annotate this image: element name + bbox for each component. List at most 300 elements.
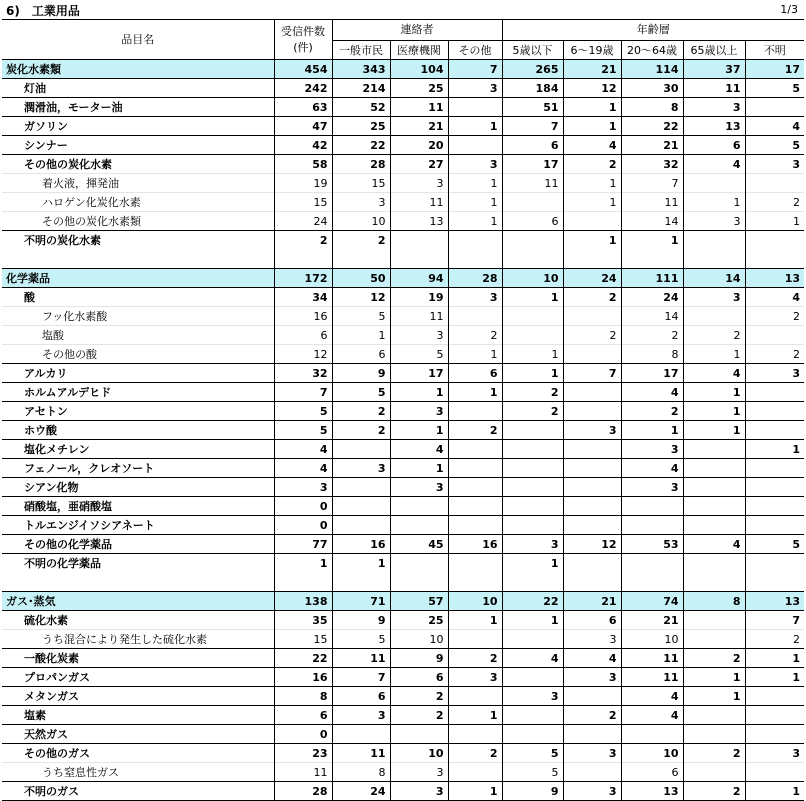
- total-count-cell: 4: [274, 459, 332, 478]
- count-cell: [390, 497, 448, 516]
- count-cell: 11: [332, 649, 390, 668]
- count-cell: 1: [448, 782, 502, 801]
- table-row: [2, 744, 804, 763]
- count-cell: 3: [390, 782, 448, 801]
- count-cell: 10: [502, 269, 563, 288]
- count-cell: 7: [563, 364, 621, 383]
- count-cell: 2: [448, 649, 502, 668]
- count-cell: 25: [332, 117, 390, 136]
- count-cell: [448, 402, 502, 421]
- count-cell: 22: [332, 136, 390, 155]
- total-count-cell: 28: [274, 782, 332, 801]
- count-cell: 17: [621, 364, 683, 383]
- item-name: 化学薬品: [2, 269, 274, 288]
- table-row: [2, 535, 804, 554]
- count-cell: [683, 554, 745, 573]
- item-name: その他のガス: [2, 744, 274, 763]
- count-cell: [683, 440, 745, 459]
- count-cell: 104: [390, 60, 448, 79]
- count-cell: 10: [390, 630, 448, 649]
- count-cell: [502, 421, 563, 440]
- count-cell: 1: [563, 174, 621, 193]
- count-cell: [683, 516, 745, 535]
- count-cell: 5: [745, 535, 804, 554]
- count-cell: 11: [332, 744, 390, 763]
- count-cell: 4: [683, 535, 745, 554]
- count-cell: [745, 326, 804, 345]
- count-cell: 57: [390, 592, 448, 611]
- spacer-row: [2, 572, 804, 592]
- count-cell: 2: [390, 706, 448, 725]
- count-cell: [745, 516, 804, 535]
- count-cell: 9: [390, 649, 448, 668]
- spacer-row: [2, 249, 804, 269]
- count-cell: [563, 763, 621, 782]
- item-name: 天然ガス: [2, 725, 274, 744]
- count-cell: 2: [683, 782, 745, 801]
- count-cell: [621, 497, 683, 516]
- count-cell: 10: [621, 744, 683, 763]
- item-name: トルエンジイソシアネート: [2, 516, 274, 535]
- header-col: その他: [448, 41, 502, 60]
- total-count-cell: 15: [274, 630, 332, 649]
- count-cell: 2: [448, 326, 502, 345]
- count-cell: 14: [621, 307, 683, 326]
- item-name: [2, 249, 274, 269]
- table-row: [2, 326, 804, 345]
- table-row: [2, 193, 804, 212]
- table-row: [2, 782, 804, 801]
- count-cell: 1: [563, 98, 621, 117]
- count-cell: 19: [390, 288, 448, 307]
- count-cell: 6: [332, 687, 390, 706]
- item-name: 塩素: [2, 706, 274, 725]
- count-cell: [683, 725, 745, 744]
- count-cell: 4: [621, 383, 683, 402]
- item-name: うち混合により発生した硫化水素: [2, 630, 274, 649]
- count-cell: [448, 516, 502, 535]
- count-cell: 1: [502, 345, 563, 364]
- count-cell: [683, 174, 745, 193]
- count-cell: 22: [621, 117, 683, 136]
- count-cell: 1: [563, 117, 621, 136]
- count-cell: [502, 668, 563, 687]
- table-row: [2, 402, 804, 421]
- table-row: [2, 649, 804, 668]
- count-cell: [563, 459, 621, 478]
- header-group-age: 年齢層: [502, 20, 804, 41]
- count-cell: 6: [448, 364, 502, 383]
- table-row: [2, 611, 804, 630]
- table-row: [2, 155, 804, 174]
- count-cell: 1: [745, 212, 804, 231]
- header-group-reporter: 連絡者: [332, 20, 502, 41]
- count-cell: [745, 421, 804, 440]
- count-cell: [563, 383, 621, 402]
- total-count-cell: 42: [274, 136, 332, 155]
- item-name: その他の炭化水素: [2, 155, 274, 174]
- count-cell: [683, 231, 745, 250]
- item-name: 塩酸: [2, 326, 274, 345]
- item-name: ホルムアルデヒド: [2, 383, 274, 402]
- total-count-cell: 34: [274, 288, 332, 307]
- count-cell: 7: [502, 117, 563, 136]
- total-count-cell: 242: [274, 79, 332, 98]
- count-cell: 4: [621, 706, 683, 725]
- count-cell: 1: [683, 345, 745, 364]
- total-count-cell: 7: [274, 383, 332, 402]
- item-name: フッ化水素酸: [2, 307, 274, 326]
- count-cell: 3: [448, 288, 502, 307]
- total-count-cell: 12: [274, 345, 332, 364]
- count-cell: [563, 687, 621, 706]
- count-cell: [745, 459, 804, 478]
- count-cell: [502, 516, 563, 535]
- item-name: ハロゲン化炭化水素: [2, 193, 274, 212]
- table-row: [2, 516, 804, 535]
- count-cell: 21: [563, 60, 621, 79]
- count-cell: 7: [621, 174, 683, 193]
- count-cell: 2: [563, 155, 621, 174]
- item-name: シアン化物: [2, 478, 274, 497]
- count-cell: 111: [621, 269, 683, 288]
- count-cell: 1: [683, 402, 745, 421]
- count-cell: 3: [745, 155, 804, 174]
- item-name: 塩化メチレン: [2, 440, 274, 459]
- count-cell: [621, 725, 683, 744]
- count-cell: 8: [621, 345, 683, 364]
- count-cell: 3: [390, 174, 448, 193]
- table-row: [2, 706, 804, 725]
- count-cell: [683, 307, 745, 326]
- item-name: ガソリン: [2, 117, 274, 136]
- count-cell: 2: [448, 744, 502, 763]
- count-cell: [502, 572, 563, 592]
- count-cell: 24: [621, 288, 683, 307]
- count-cell: 17: [745, 60, 804, 79]
- count-cell: [332, 440, 390, 459]
- item-name: 着火液，揮発油: [2, 174, 274, 193]
- count-cell: 17: [502, 155, 563, 174]
- count-cell: 8: [683, 592, 745, 611]
- count-cell: 12: [332, 288, 390, 307]
- count-cell: [683, 249, 745, 269]
- count-cell: 2: [683, 649, 745, 668]
- count-cell: [683, 706, 745, 725]
- item-name: 潤滑油，モーター油: [2, 98, 274, 117]
- count-cell: 5: [745, 79, 804, 98]
- count-cell: [563, 478, 621, 497]
- count-cell: [390, 572, 448, 592]
- count-cell: [745, 497, 804, 516]
- count-cell: 8: [621, 98, 683, 117]
- count-cell: 25: [390, 79, 448, 98]
- count-cell: [745, 725, 804, 744]
- count-cell: 2: [683, 326, 745, 345]
- count-cell: 3: [448, 79, 502, 98]
- count-cell: 4: [745, 288, 804, 307]
- count-cell: [502, 249, 563, 269]
- count-cell: 6: [502, 136, 563, 155]
- table-row: [2, 668, 804, 687]
- table-row: [2, 725, 804, 744]
- count-cell: 3: [621, 440, 683, 459]
- count-cell: 3: [390, 478, 448, 497]
- total-count-cell: 172: [274, 269, 332, 288]
- count-cell: 5: [332, 307, 390, 326]
- count-cell: 114: [621, 60, 683, 79]
- count-cell: [332, 572, 390, 592]
- count-cell: [332, 478, 390, 497]
- count-cell: [745, 383, 804, 402]
- count-cell: 1: [390, 421, 448, 440]
- total-count-cell: 3: [274, 478, 332, 497]
- count-cell: 9: [502, 782, 563, 801]
- item-name: その他の酸: [2, 345, 274, 364]
- count-cell: [448, 725, 502, 744]
- total-count-cell: 6: [274, 326, 332, 345]
- count-cell: 21: [621, 611, 683, 630]
- count-cell: 1: [448, 611, 502, 630]
- count-cell: 1: [502, 288, 563, 307]
- count-cell: 5: [502, 744, 563, 763]
- total-count-cell: 4: [274, 440, 332, 459]
- count-cell: 1: [563, 193, 621, 212]
- count-cell: 265: [502, 60, 563, 79]
- item-name: シンナー: [2, 136, 274, 155]
- table-row: [2, 231, 804, 250]
- count-cell: [563, 572, 621, 592]
- count-cell: [448, 307, 502, 326]
- count-cell: 5: [332, 630, 390, 649]
- total-count-cell: 5: [274, 402, 332, 421]
- count-cell: 2: [502, 402, 563, 421]
- count-cell: 3: [683, 212, 745, 231]
- count-cell: 9: [332, 364, 390, 383]
- count-cell: 4: [683, 364, 745, 383]
- count-cell: [745, 249, 804, 269]
- count-cell: 10: [390, 744, 448, 763]
- count-cell: 343: [332, 60, 390, 79]
- count-cell: 3: [683, 288, 745, 307]
- count-cell: [563, 345, 621, 364]
- count-cell: 2: [332, 231, 390, 250]
- count-cell: 13: [390, 212, 448, 231]
- count-cell: 6: [502, 212, 563, 231]
- count-cell: 7: [745, 611, 804, 630]
- count-cell: [683, 459, 745, 478]
- count-cell: [390, 554, 448, 573]
- count-cell: 1: [745, 440, 804, 459]
- total-count-cell: 15: [274, 193, 332, 212]
- count-cell: 16: [332, 535, 390, 554]
- item-name: 不明の化学薬品: [2, 554, 274, 573]
- count-cell: 214: [332, 79, 390, 98]
- count-cell: [502, 630, 563, 649]
- item-name: 一酸化炭素: [2, 649, 274, 668]
- count-cell: 4: [745, 117, 804, 136]
- count-cell: 3: [332, 459, 390, 478]
- count-cell: [448, 478, 502, 497]
- count-cell: 2: [563, 706, 621, 725]
- count-cell: 6: [332, 345, 390, 364]
- count-cell: 11: [390, 98, 448, 117]
- count-cell: 28: [332, 155, 390, 174]
- count-cell: 7: [448, 60, 502, 79]
- count-cell: 17: [390, 364, 448, 383]
- count-cell: 16: [448, 535, 502, 554]
- count-cell: [745, 763, 804, 782]
- item-name: アセトン: [2, 402, 274, 421]
- page-number: 1/3: [780, 3, 798, 16]
- count-cell: 5: [390, 345, 448, 364]
- total-count-cell: [274, 249, 332, 269]
- count-cell: 13: [745, 592, 804, 611]
- count-cell: 2: [390, 687, 448, 706]
- count-cell: [448, 630, 502, 649]
- count-cell: 1: [621, 231, 683, 250]
- count-cell: 21: [390, 117, 448, 136]
- count-cell: [683, 478, 745, 497]
- count-cell: 11: [390, 307, 448, 326]
- count-cell: 24: [332, 782, 390, 801]
- count-cell: [563, 725, 621, 744]
- count-cell: 11: [621, 668, 683, 687]
- total-count-cell: 0: [274, 516, 332, 535]
- count-cell: 6: [390, 668, 448, 687]
- count-cell: [563, 440, 621, 459]
- section-title: 6) 工業用品: [6, 4, 80, 18]
- count-cell: 3: [563, 782, 621, 801]
- count-cell: 4: [563, 649, 621, 668]
- count-cell: 1: [390, 383, 448, 402]
- count-cell: [745, 98, 804, 117]
- count-cell: 1: [683, 193, 745, 212]
- total-count-cell: 24: [274, 212, 332, 231]
- count-cell: 11: [502, 174, 563, 193]
- count-cell: 25: [390, 611, 448, 630]
- item-name: うち窒息性ガス: [2, 763, 274, 782]
- total-count-cell: 11: [274, 763, 332, 782]
- count-cell: [448, 572, 502, 592]
- total-count-cell: 6: [274, 706, 332, 725]
- count-cell: 14: [621, 212, 683, 231]
- total-count-cell: 77: [274, 535, 332, 554]
- count-cell: 4: [683, 155, 745, 174]
- count-cell: [448, 687, 502, 706]
- count-cell: 3: [332, 193, 390, 212]
- count-cell: 2: [563, 288, 621, 307]
- count-cell: 3: [745, 364, 804, 383]
- count-cell: 15: [332, 174, 390, 193]
- count-cell: [745, 554, 804, 573]
- count-cell: [332, 249, 390, 269]
- count-cell: 11: [390, 193, 448, 212]
- count-cell: 27: [390, 155, 448, 174]
- count-cell: [563, 402, 621, 421]
- count-cell: 2: [745, 630, 804, 649]
- count-cell: 3: [563, 421, 621, 440]
- item-name: 不明のガス: [2, 782, 274, 801]
- table-row: [2, 554, 804, 573]
- item-name: 灯油: [2, 79, 274, 98]
- table-row: [2, 307, 804, 326]
- count-cell: 1: [448, 345, 502, 364]
- table-row: [2, 79, 804, 98]
- count-cell: [563, 516, 621, 535]
- count-cell: 3: [563, 668, 621, 687]
- count-cell: 3: [683, 98, 745, 117]
- count-cell: 50: [332, 269, 390, 288]
- table-row: [2, 174, 804, 193]
- item-name: [2, 572, 274, 592]
- count-cell: 2: [745, 193, 804, 212]
- total-count-cell: 19: [274, 174, 332, 193]
- total-count-cell: 5: [274, 421, 332, 440]
- total-count-cell: 0: [274, 725, 332, 744]
- poison-inquiry-table: [2, 19, 804, 801]
- count-cell: 184: [502, 79, 563, 98]
- count-cell: [563, 554, 621, 573]
- table-row: [2, 98, 804, 117]
- header-col: 不明: [745, 41, 804, 60]
- item-name: 炭化水素類: [2, 60, 274, 79]
- count-cell: 1: [448, 706, 502, 725]
- count-cell: 6: [621, 763, 683, 782]
- count-cell: [745, 572, 804, 592]
- count-cell: 71: [332, 592, 390, 611]
- count-cell: 3: [563, 630, 621, 649]
- count-cell: [448, 136, 502, 155]
- count-cell: 5: [332, 383, 390, 402]
- header-col: 医療機関: [390, 41, 448, 60]
- count-cell: 5: [502, 763, 563, 782]
- item-name: ガス･蒸気: [2, 592, 274, 611]
- table-row: [2, 497, 804, 516]
- item-name: 不明の炭化水素: [2, 231, 274, 250]
- table-row: [2, 763, 804, 782]
- count-cell: [563, 212, 621, 231]
- count-cell: 1: [390, 459, 448, 478]
- table-row: [2, 478, 804, 497]
- count-cell: 1: [332, 326, 390, 345]
- count-cell: 13: [683, 117, 745, 136]
- count-cell: 6: [563, 611, 621, 630]
- count-cell: 1: [745, 668, 804, 687]
- count-cell: 4: [621, 687, 683, 706]
- count-cell: [745, 174, 804, 193]
- count-cell: 3: [332, 706, 390, 725]
- count-cell: 3: [563, 744, 621, 763]
- count-cell: 3: [390, 763, 448, 782]
- count-cell: 1: [621, 421, 683, 440]
- count-cell: 4: [390, 440, 448, 459]
- category-row: [2, 60, 804, 79]
- count-cell: [502, 459, 563, 478]
- count-cell: 1: [502, 611, 563, 630]
- count-cell: 2: [621, 326, 683, 345]
- count-cell: [621, 249, 683, 269]
- total-count-cell: 138: [274, 592, 332, 611]
- count-cell: 2: [621, 402, 683, 421]
- header-col: 65歳以上: [683, 41, 745, 60]
- count-cell: 28: [448, 269, 502, 288]
- count-cell: 37: [683, 60, 745, 79]
- count-cell: [745, 687, 804, 706]
- item-name: その他の化学薬品: [2, 535, 274, 554]
- count-cell: 1: [745, 649, 804, 668]
- count-cell: [621, 572, 683, 592]
